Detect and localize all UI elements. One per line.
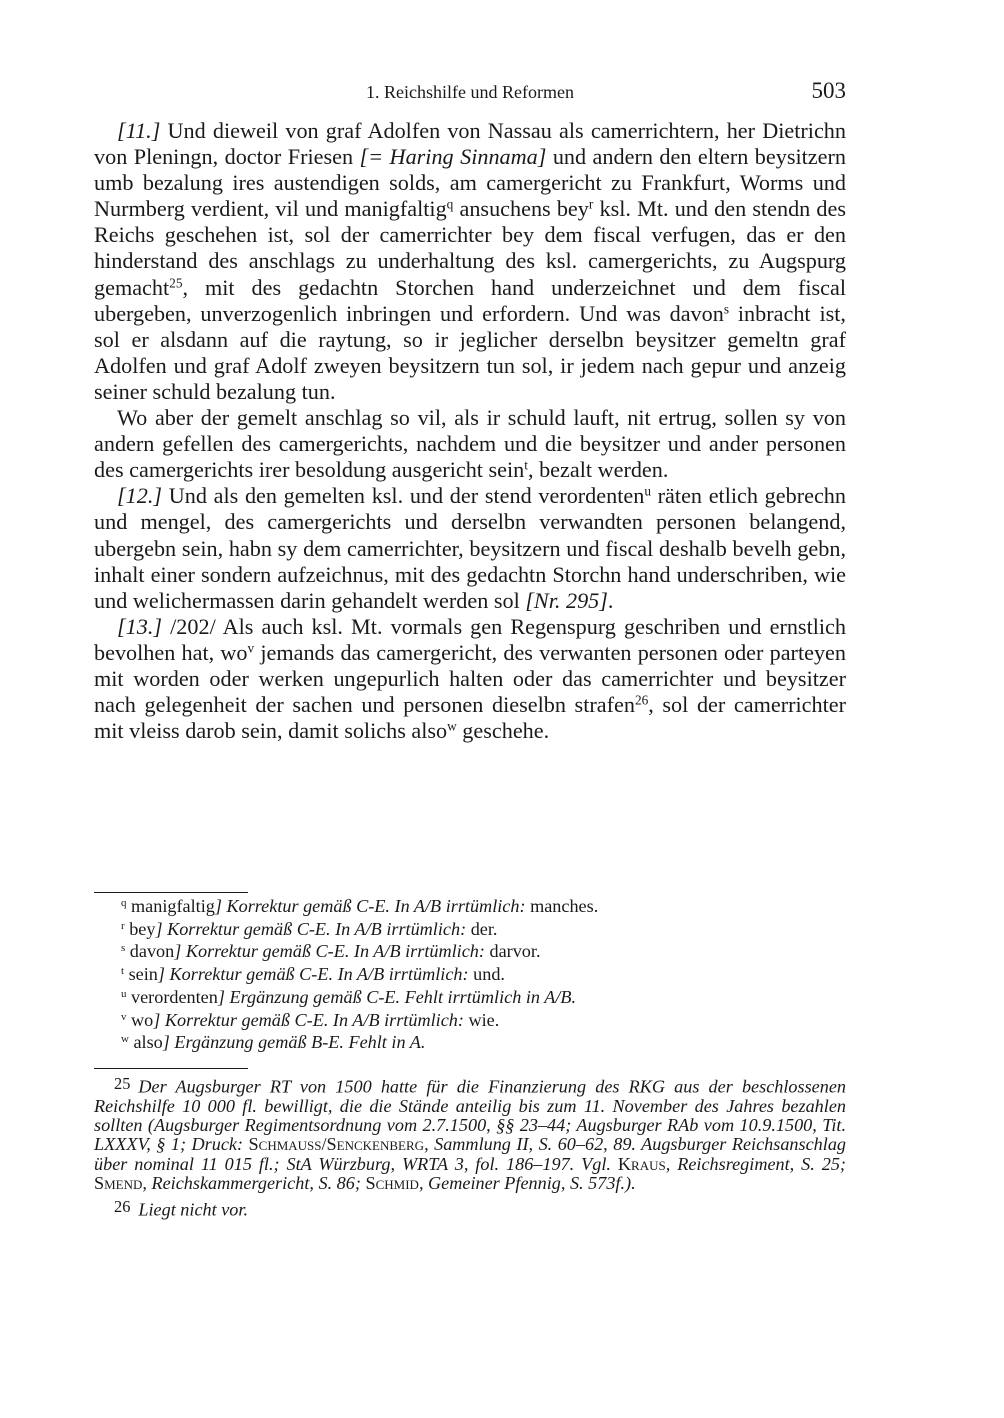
variant-mark: s [723,301,730,317]
section-label: [12.] [117,483,163,509]
footnote-ref: 25 [169,275,183,291]
footnote-ref: 26 [634,692,649,708]
text-segment: räten etlich gebrechn und mengel, des camergerichts und derselbn verwandten personen belangend, ubergebn sein, habn sy dem camerrichter, beysitzern und fiscal deshalb bevelh gebn, inhalt einer sondern aufzeichnus, mit des gedachtn Storchn hand underschriben, wie und welichermassen darin gehandelt werden sol [94,483,846,613]
variant-mark: v [247,640,255,656]
cross-reference: [Nr. 295] [525,587,608,613]
variant-note: $^u$ verordenten] Ergänzung gemäß C-E. Fehlt irrtümlich in A/B. [121,986,577,1007]
main-text [94,118,846,744]
section-label: [11.] [117,118,161,143]
text-segment: , mit des gedachtn Storchen hand underzeichnet und dem fiscal ubergeben, unverzogenlich inbringen und erfordern. Und was davon [94,274,846,326]
variant-note: $^w$ also] Ergänzung gemäß B-E. Fehlt in A. [121,1032,426,1053]
text-segment: /202/ Als auch ksl. Mt. vormals gen Regenspurg geschriben und ernstlich bevolhen hat, wo [94,613,846,665]
text-segment: Und dieweil von graf Adolfen von Nassau als camerrichtern, her Dietrichn von Pleningn, doctor Friesen [94,118,846,170]
author-name: Kraus [617,1153,666,1174]
variant-note: $^q$ manigfaltig] Korrektur gemäß C-E. In A/B irrtümlich: manches. [121,896,599,916]
variant-note: $^v$ wo] Korrektur gemäß C-E. In A/B irrtümlich: wie. [121,1009,500,1030]
running-title: 1. Reichshilfe und Reformen [366,82,574,102]
text-segment: und andern den eltern beysitzern umb bezalung ires austendigen solds, am camergericht zu Frankfurt, Worms und Nurmberg verdient, vil und manigfaltig [94,144,846,222]
text-segment: , sol der camerrichter mit vleiss darob sein, damit solichs also [94,692,846,744]
text-segment: Wo aber der gemelt anschlag so vil, als ir schuld lauft, nit ertrug, sollen sy von andern gefellen des camergerichts, nachdem und die beysitzer und ander personen des camergerichts irer besoldung ausgericht sein [94,405,846,483]
variant-mark: u [644,484,651,499]
variant-mark: r [588,196,594,212]
text-segment: , bezalt werden. [527,457,669,483]
page-number: 503 [811,78,846,103]
footnote-number: 26 [114,1196,131,1216]
text-segment: inbracht ist, sol er alsdann auf die raytung, so ir jeglicher derselbn beysitzer gemeltn graf Adolfen und graf Adolf zweyen beysitzern tun sol, ir jedem nach gepur und anzeig seiner schuld bezalung tun. [94,300,846,404]
footnotes-divider [94,1068,248,1069]
text-segment: ksl. Mt. und den stendn des Reichs geschehen ist, sol der camerrichter bey dem fiscal verfugen, das er den hinderstand des anschlags zu underhaltung des ksl. camergerichts, zu Augspurg gemacht [94,196,847,300]
paragraph-11-cont [94,405,846,483]
variant-mark: t [524,457,528,473]
text-segment: . [607,587,614,613]
variant-note: $^s$ davon] Korrektur gemäß C-E. In A/B irrtümlich: darvor. [121,941,541,962]
variant-mark: q [446,196,454,212]
variant-mark: w [447,718,457,734]
paragraph-13 [94,614,846,744]
variant-notes-divider [94,892,248,893]
author-name: Smend [94,1173,143,1194]
footnote-number: 25 [114,1074,131,1093]
text-segment: jemands das camergericht, des verwanten personen oder parteyen mit worden oder werken ungepurlich halten oder das camerrichter und beysitzer nach gelegenheit der sachen und personen dieselbn strafen [94,639,846,718]
variant-notes [121,895,846,1054]
section-label: [13.] [117,613,163,639]
footnote-25: 25 Der Augsburger RT von 1500 hatte für die Finanzierung des RKG aus der beschlossenen Reichshilfe 10 000 fl. bewilligt, die die Stände anteilig bis zum 11. November des Jahres bezahlen sollten (Augsburger Regimentsordnung vom 2.7.1500, §§ 23–44; Augsburger RAb vom 10.9.1500, Tit. LXXXV, § 1; Druck: Schmauss/Senckenberg, Sammlung II, S. 60–62, 89. Augsburger Reichsanschlag über nominal 11 015 fl.; StA Würzburg, WRTA 3, fol. 186–197. Vgl. Kraus, Reichsregiment, S. 25; Smend, Reichskammergericht, S. 86; Schmid, Gemeiner Pfennig, S. 573f.). [94,1074,847,1194]
author-name: Schmid [365,1173,419,1194]
text-segment: geschehe. [456,718,550,744]
footnotes [94,1074,846,1222]
page-header [94,78,846,108]
variant-note: $^r$ bey] Korrektur gemäß C-E. In A/B irrtümlich: der. [121,918,498,939]
paragraph-11 [94,118,846,405]
variant-note: $^t$ sein] Korrektur gemäß C-E. In A/B irrtümlich: und. [121,964,505,985]
text-segment: ansuchens bey [453,196,589,222]
author-name: Schmauss/Senckenberg [248,1134,425,1155]
editorial-insert: [= Haring Sinnama] [359,144,547,170]
footnote-26: 26 Liegt nicht vor. [114,1196,248,1219]
text-segment: Und als den gemelten ksl. und der stend verordenten [162,483,645,509]
paragraph-12 [94,483,846,613]
